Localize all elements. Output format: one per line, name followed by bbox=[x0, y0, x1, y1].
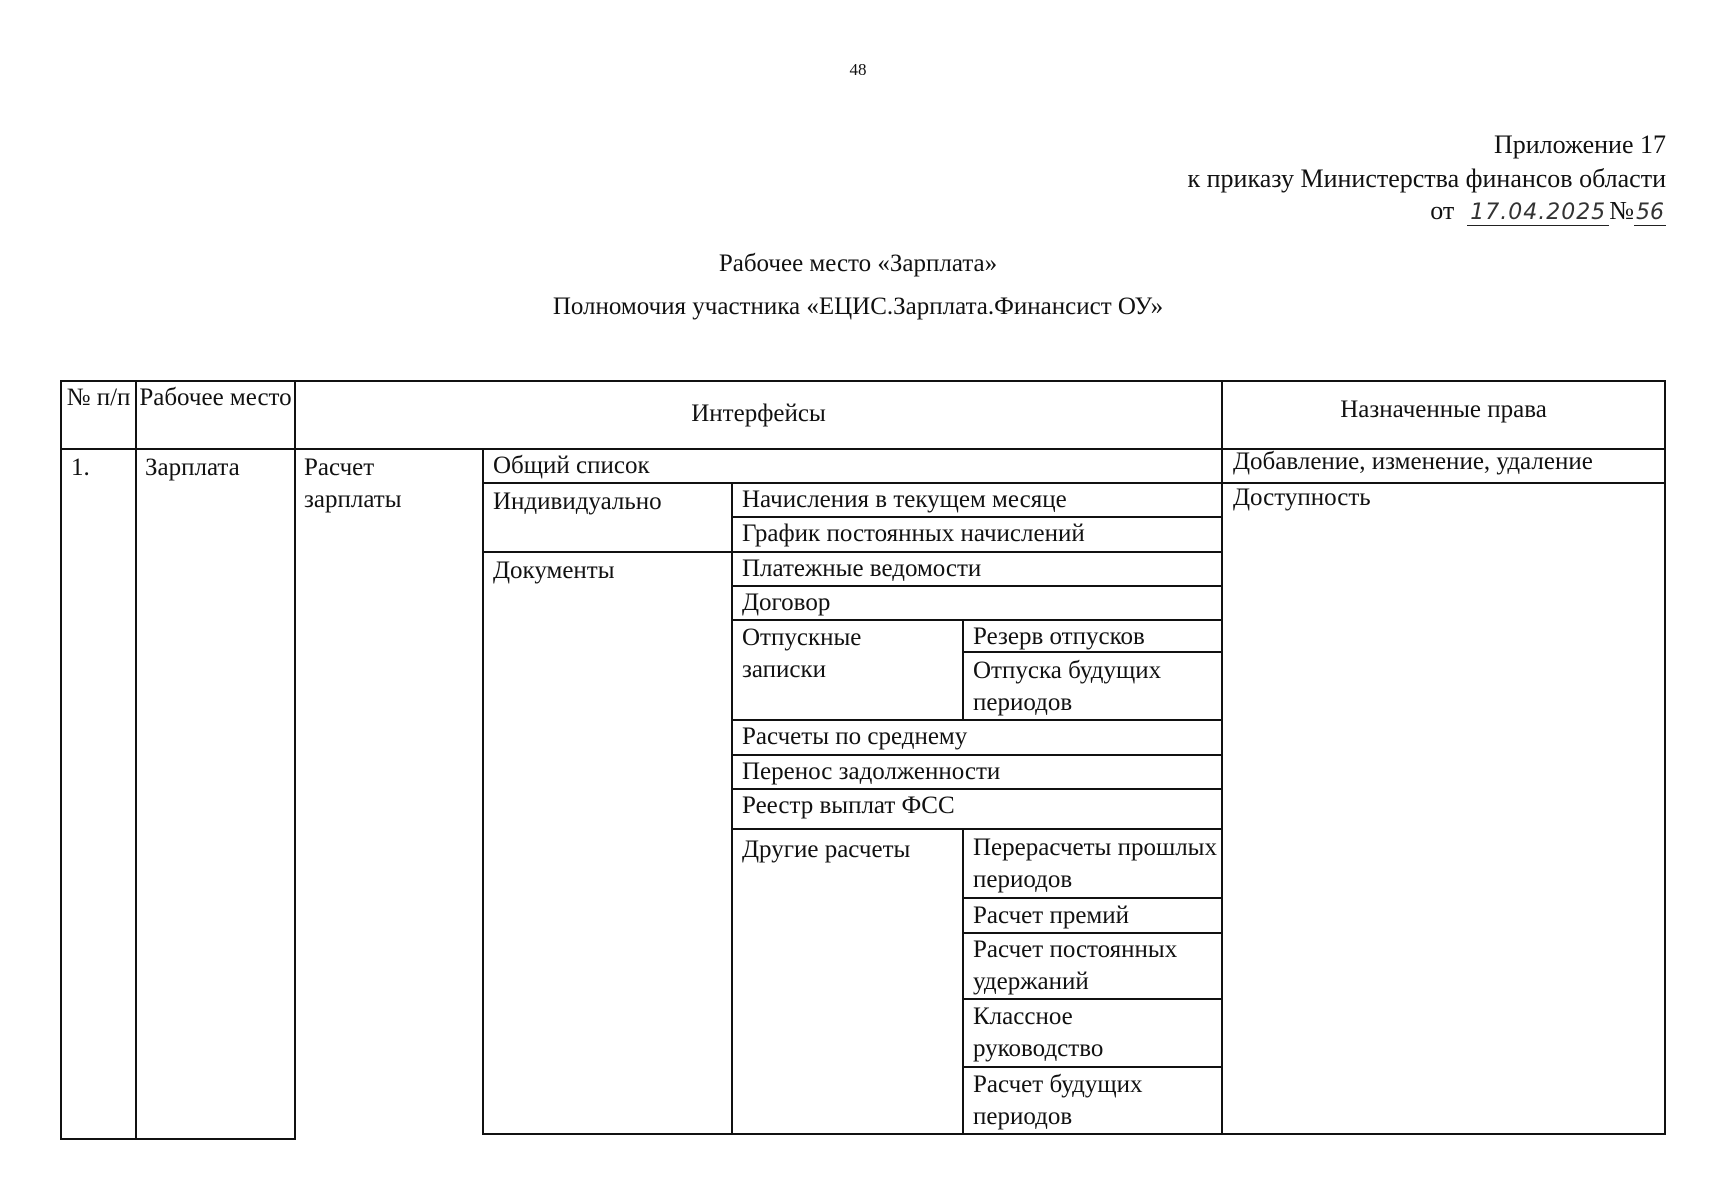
interface-item: Отпуска будущих периодов bbox=[973, 657, 1162, 716]
interface-item: Реестр выплат ФСС bbox=[742, 792, 955, 819]
interface-item: Перенос задолженности bbox=[742, 758, 1001, 785]
interface-documents: Документы bbox=[493, 557, 615, 584]
header-num: № п/п bbox=[66, 384, 131, 411]
interface-individual: Индивидуально bbox=[493, 488, 662, 515]
interface-item: Классное руководство bbox=[973, 1003, 1104, 1062]
document-subtitle: Полномочия участника «ЕЦИС.Зарплата.Финансист ОУ» bbox=[552, 293, 1164, 320]
interface-item: Договор bbox=[742, 589, 831, 616]
interface-item: Резерв отпусков bbox=[973, 623, 1145, 650]
handwritten-date: 17.04.2025 bbox=[1467, 200, 1609, 226]
order-date-line bbox=[1430, 196, 1666, 226]
header-rights: Назначенные права bbox=[1340, 396, 1547, 423]
interface-item: Расчеты по среднему bbox=[742, 723, 968, 750]
interface-item: Расчет будущих периодов bbox=[973, 1071, 1143, 1130]
header-interfaces: Интерфейсы bbox=[691, 400, 826, 427]
row-number: 1. bbox=[71, 454, 90, 481]
rights-availability: Доступность bbox=[1233, 484, 1371, 511]
appendix-label: Приложение 17 bbox=[1493, 130, 1666, 159]
workplace-name: Зарплата bbox=[145, 454, 240, 481]
interface-item: Расчет постоянных удержаний bbox=[973, 936, 1178, 995]
interface-item: Расчет премий bbox=[973, 902, 1129, 929]
interface-item: Перерасчеты прошлых периодов bbox=[973, 834, 1217, 893]
rights-general-list: Добавление, изменение, удаление bbox=[1233, 448, 1593, 475]
page-number: 48 bbox=[849, 60, 867, 79]
document-title: Рабочее место «Зарплата» bbox=[718, 250, 998, 277]
handwritten-number: 56 bbox=[1636, 200, 1664, 225]
number-sign: № bbox=[1609, 196, 1634, 225]
interface-item: Платежные ведомости bbox=[742, 555, 982, 582]
date-prefix: от bbox=[1430, 196, 1455, 225]
order-reference: к приказу Министерства финансов области bbox=[1187, 164, 1666, 193]
interface-item: График постоянных начислений bbox=[742, 520, 1085, 547]
header-workplace: Рабочее место bbox=[139, 384, 292, 411]
section-name: Расчет зарплаты bbox=[304, 454, 402, 513]
interface-vacation-notes: Отпускные записки bbox=[742, 624, 862, 683]
interface-general-list: Общий список bbox=[493, 452, 650, 479]
interface-item: Начисления в текущем месяце bbox=[742, 486, 1067, 513]
interface-other-calcs: Другие расчеты bbox=[742, 836, 911, 863]
